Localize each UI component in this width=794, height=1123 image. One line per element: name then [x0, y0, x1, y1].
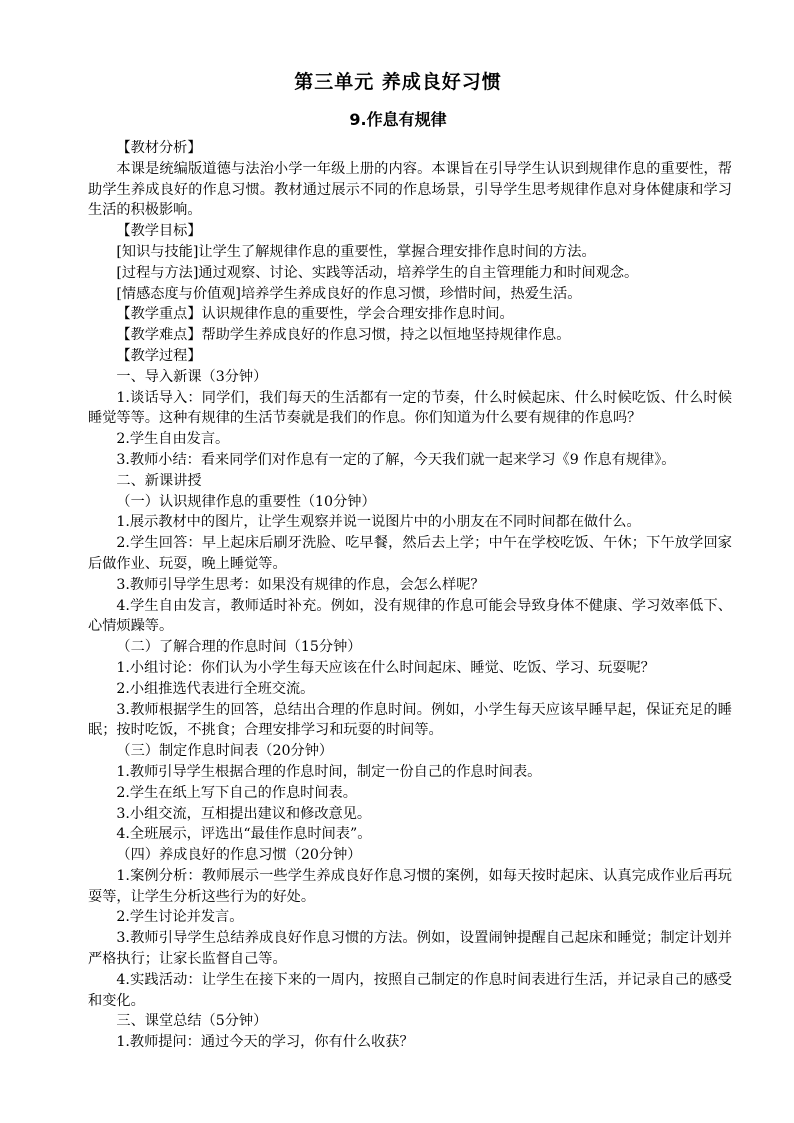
paragraph: 1.教师提问：通过今天的学习，你有什么收获？	[116, 1034, 414, 1051]
paragraph: 二、新课讲授	[116, 472, 202, 489]
paragraph: 4.实践活动：让学生在接下来的一周内，按照自己制定的作息时间表进行生活，并记录自己的感受和变化。	[88, 971, 732, 1009]
paragraph: 1.谈话导入：同学们，我们每天的生活都有一定的节奏，什么时候起床、什么时候吃饭、什么时候睡觉等等。这种有规律的生活节奏就是我们的作息。你们知道为什么要有规律的作息吗？	[88, 389, 732, 427]
paragraph: 4.学生自由发言，教师适时补充。例如，没有规律的作息可能会导致身体不健康、学习效率低下、心情烦躁等。	[88, 597, 732, 635]
section-heading: 【教学难点】帮助学生养成良好的作息习惯，持之以恒地坚持规律作息。	[116, 327, 571, 344]
paragraph: [过程与方法]通过观察、讨论、实践等活动，培养学生的自主管理能力和时间观念。	[116, 264, 639, 281]
paragraph: 1.案例分析：教师展示一些学生养成良好作息习惯的案例，如每天按时起床、认真完成作业后再玩耍等，让学生分析这些行为的好处。	[88, 867, 732, 905]
paragraph: 2.学生在纸上写下自己的作息时间表。	[116, 784, 357, 801]
section-heading: 【教学重点】认识规律作息的重要性，学会合理安排作息时间。	[116, 306, 514, 323]
paragraph: 1.展示教材中的图片，让学生观察并说一说图片中的小朋友在不同时间都在做什么。	[116, 514, 641, 531]
section-heading: 【教学过程】	[116, 347, 202, 364]
paragraph: （四）养成良好的作息习惯（20分钟）	[116, 847, 362, 864]
lesson-body	[88, 138, 732, 1053]
paragraph: 3.教师小结：看来同学们对作息有一定的了解，今天我们就一起来学习《9 作息有规律》。	[116, 451, 676, 468]
unit-title: 第三单元 养成良好习惯	[294, 71, 502, 93]
paragraph: 1.教师引导学生根据合理的作息时间，制定一份自己的作息时间表。	[116, 763, 542, 780]
section-heading: 【教材分析】	[116, 140, 202, 156]
lesson-title: 9.作息有规律	[349, 110, 447, 129]
paragraph: （二）了解合理的作息时间（15分钟）	[116, 639, 362, 656]
paragraph: 3.小组交流，互相提出建议和修改意见。	[116, 805, 372, 822]
paragraph: 一、导入新课（3分钟）	[116, 368, 268, 385]
paragraph: 2.小组推选代表进行全班交流。	[116, 680, 315, 697]
section-heading: 【教学目标】	[116, 223, 202, 240]
paragraph: 3.教师引导学生总结养成良好作息习惯的方法。例如，设置闹钟提醒自己起床和睡觉；制定计划并严格执行；让家长监督自己等。	[88, 930, 732, 968]
paragraph: 三、课堂总结（5分钟）	[116, 1013, 268, 1030]
paragraph: [情感态度与价值观]培养学生养成良好的作息习惯，珍惜时间，热爱生活。	[116, 285, 582, 302]
paragraph: 4.全班展示，评选出“最佳作息时间表”。	[116, 826, 372, 843]
paragraph: 2.学生自由发言。	[116, 431, 230, 448]
paragraph: 2.学生讨论并发言。	[116, 909, 244, 926]
paragraph: 本课是统编版道德与法治小学一年级上册的内容。本课旨在引导学生认识到规律作息的重要性，帮助学生养成良好的作息习惯。教材通过展示不同的作息场景，引导学生思考规律作息对身体健康和学习生活的积极影响。	[88, 160, 732, 219]
paragraph: （三）制定作息时间表（20分钟）	[116, 743, 334, 760]
paragraph: 3.教师根据学生的回答，总结出合理的作息时间。例如，小学生每天应该早睡早起，保证充足的睡眠；按时吃饭，不挑食；合理安排学习和玩耍的时间等。	[88, 701, 732, 739]
paragraph: 1.小组讨论：你们认为小学生每天应该在什么时间起床、睡觉、吃饭、学习、玩耍呢？	[116, 659, 655, 676]
paragraph: （一）认识规律作息的重要性（10分钟）	[116, 493, 376, 510]
paragraph: 2.学生回答：早上起床后刷牙洗脸、吃早餐，然后去上学；中午在学校吃饭、午休；下午放学回家后做作业、玩耍，晚上睡觉等。	[88, 535, 732, 572]
paragraph: [知识与技能]让学生了解规律作息的重要性，掌握合理安排作息时间的方法。	[116, 243, 596, 260]
paragraph: 3.教师引导学生思考：如果没有规律的作息，会怎么样呢？	[116, 576, 485, 593]
